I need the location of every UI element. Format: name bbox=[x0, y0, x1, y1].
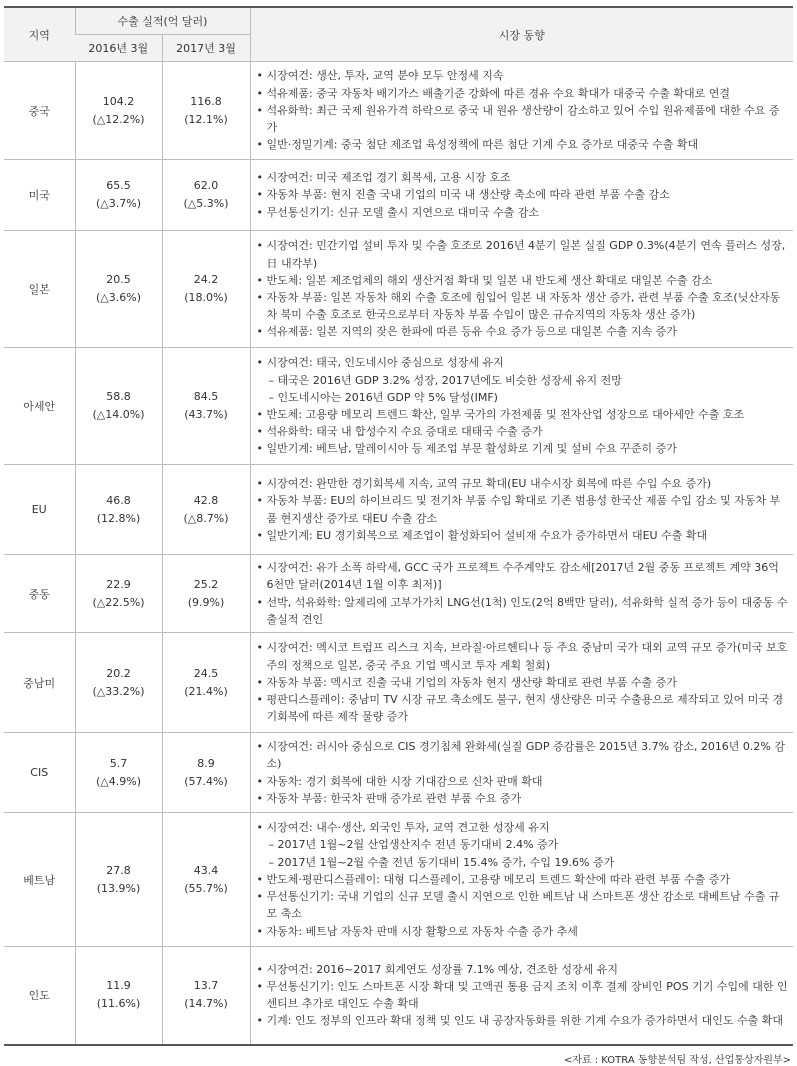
export-amount: 43.4 bbox=[193, 863, 219, 877]
export-value-2016 bbox=[75, 555, 162, 633]
region-cell: 베트남 bbox=[4, 813, 75, 947]
trend-item: • 시장여건: 태국, 인도네시아 중심으로 성장세 유지 bbox=[256, 356, 504, 370]
export-growth: (12.1%) bbox=[184, 112, 228, 126]
header-2016: 2016년 3월 bbox=[75, 35, 162, 62]
export-value-2017 bbox=[162, 62, 250, 160]
trend-item: • 석유화학: 태국 내 합성수지 수요 증대로 대태국 수출 증가 bbox=[256, 425, 543, 439]
export-value-2017 bbox=[162, 348, 250, 465]
table-header bbox=[4, 7, 793, 62]
export-amount: 46.8 bbox=[106, 493, 131, 507]
export-value-2016 bbox=[75, 160, 162, 231]
trend-item: • 시장여건: 미국 제조업 경기 회복세, 고용 시장 호조 bbox=[256, 171, 511, 185]
trend-item: • 석유제품: 중국 자동차 배기가스 배출기준 강화에 따른 경유 수요 확대가 대중국 수출 확대로 연결 bbox=[256, 86, 731, 100]
trend-item: • 시장여건: 생산, 투자, 교역 분야 모두 안정세 지속 bbox=[256, 69, 504, 83]
export-amount: 24.5 bbox=[193, 666, 219, 680]
export-growth: (55.7%) bbox=[184, 881, 228, 895]
export-value-2016 bbox=[75, 813, 162, 947]
trend-cell bbox=[250, 555, 793, 633]
export-value-2016 bbox=[75, 465, 162, 555]
trend-item: • 일반·정밀기계: 중국 첨단 제조업 육성정책에 따른 첨단 기계 수요 증가로 대중국 수출 확대 bbox=[256, 138, 699, 152]
trend-cell bbox=[250, 733, 793, 813]
table-row bbox=[4, 633, 793, 733]
region-cell: 미국 bbox=[4, 160, 75, 231]
export-value-2017 bbox=[162, 465, 250, 555]
export-growth: (21.4%) bbox=[184, 684, 228, 698]
export-growth: (43.7%) bbox=[184, 408, 228, 421]
export-growth: (△4.9%) bbox=[96, 774, 141, 788]
trend-item: • 자동차 부품: 일본 자동차 해외 수출 호조에 힘입어 일본 내 자동차 생산 증가, 관련 부품 수출 호조(닛산자동차 북미 수출 호조로 한국으로부터 자동차 부품 수입이 많은 규슈지역의 자동차 생산 증가) bbox=[256, 291, 781, 322]
trend-cell bbox=[250, 947, 793, 1045]
trend-cell bbox=[250, 348, 793, 465]
export-amount: 62.0 bbox=[193, 179, 219, 192]
export-value-2016 bbox=[75, 231, 162, 348]
trend-subitem: – 태국은 2016년 GDP 3.2% 성장, 2017년에도 비슷한 성장세 유지 전망 bbox=[268, 373, 622, 387]
export-growth: (△3.7%) bbox=[96, 197, 141, 210]
export-value-2017 bbox=[162, 947, 250, 1045]
export-amount: 58.8 bbox=[106, 390, 131, 403]
export-amount: 65.5 bbox=[106, 179, 131, 192]
trend-item: • 무선통신기기: 국내 기업의 신규 모델 출시 지연으로 인한 베트남 내 스마트폰 생산 감소로 대베트남 수출 규모 축소 bbox=[256, 890, 780, 921]
trend-item: • 시장여건: 내수·생산, 외국인 투자, 교역 견고한 성장세 유지 bbox=[256, 821, 550, 835]
export-value-2017 bbox=[162, 733, 250, 813]
trend-item: • 석유화학: 최근 국제 원유가격 하락으로 중국 내 원유 생산량이 감소하고 있어 수입 원유제품에 대한 수요 증가 bbox=[256, 103, 780, 135]
trend-item: • 선박, 석유화학: 알제리에 고부가가치 LNG선(1척) 인도(2억 8백만 달러), 석유화학 실적 증가 등이 대중동 수출실적 견인 bbox=[256, 595, 788, 626]
export-growth: (△14.0%) bbox=[92, 408, 145, 421]
trend-subitem: – 인도네시아는 2016년 GDP 약 5% 달성(IMF) bbox=[268, 390, 498, 404]
table-row bbox=[4, 62, 793, 160]
export-amount: 25.2 bbox=[193, 577, 219, 591]
trend-item: • 자동차 부품: 멕시코 진출 국내 기업의 자동차 현지 생산량 확대로 관련 부품 수출 증가 bbox=[256, 675, 677, 689]
trend-item: • 시장여건: 완만한 경기회복세 지속, 교역 규모 확대(EU 내수시장 회복에 따른 수입 수요 증가) bbox=[256, 477, 712, 491]
trend-cell bbox=[250, 633, 793, 733]
export-amount: 20.2 bbox=[106, 666, 131, 680]
export-value-2016 bbox=[75, 348, 162, 465]
export-growth: (△33.2%) bbox=[92, 684, 145, 698]
trend-item: • 자동차 부품: EU의 하이브리드 및 전기차 부품 수입 확대로 기존 범용성 한국산 제품 수입 감소 및 자동차 부품 현지생산 증가로 대EU 수출 감소 bbox=[256, 494, 781, 525]
trend-item: • 시장여건: 유가 소폭 하락세, GCC 국가 프로젝트 수주계약도 감소세[2017년 2월 중동 프로젝트 계약 36억 6천만 달러(2014년 1월 이후 최저)] bbox=[256, 561, 779, 592]
export-growth: (△8.7%) bbox=[183, 511, 229, 525]
export-amount: 104.2 bbox=[102, 94, 135, 108]
region-cell: 중남미 bbox=[4, 633, 75, 733]
region-cell: CIS bbox=[4, 733, 75, 813]
table-row bbox=[4, 947, 793, 1045]
export-value-2017 bbox=[162, 160, 250, 231]
region-cell: 아세안 bbox=[4, 348, 75, 465]
export-amount: 8.9 bbox=[197, 756, 215, 770]
trend-item: • 석유제품: 일본 지역의 잦은 한파에 따른 등유 수요 증가 등으로 대일본 수출 지속 증가 bbox=[256, 325, 677, 339]
trend-item: • 일반기계: EU 경기회복으로 제조업이 활성화되어 설비재 수요가 증가하면서 대EU 수출 확대 bbox=[256, 528, 708, 542]
trend-item: • 반도체: 일본 제조업체의 해외 생산거점 확대 및 일본 내 반도체 생산 확대로 대일본 수출 감소 bbox=[256, 273, 713, 287]
trend-item: • 반도체: 고용량 메모리 트렌드 확산, 일부 국가의 가전제품 및 전자산업 성장으로 대아세안 수출 호조 bbox=[256, 408, 745, 421]
export-growth: (△5.3%) bbox=[183, 197, 229, 210]
trend-item: • 자동차: 경기 회복에 대한 시장 기대감으로 신차 판매 확대 bbox=[256, 774, 543, 788]
export-amount: 116.8 bbox=[190, 94, 222, 108]
table-row bbox=[4, 733, 793, 813]
table-row bbox=[4, 813, 793, 947]
export-value-2017 bbox=[162, 813, 250, 947]
export-amount: 24.2 bbox=[193, 273, 219, 286]
trend-item: • 시장여건: 민간기업 설비 투자 및 수출 호조로 2016년 4분기 일본 실질 GDP 0.3%(4분기 연속 플러스 성장, 日 내각부) bbox=[256, 239, 786, 270]
export-value-2017 bbox=[162, 555, 250, 633]
export-amount: 42.8 bbox=[193, 493, 219, 507]
export-amount: 20.5 bbox=[106, 273, 131, 286]
header-trend: 시장 동향 bbox=[250, 7, 793, 62]
header-region: 지역 bbox=[4, 7, 75, 62]
table-row bbox=[4, 348, 793, 465]
trend-item: • 시장여건: 2016~2017 회계연도 성장률 7.1% 예상, 견조한 성장세 유지 bbox=[256, 962, 618, 976]
trend-item: • 시장여건: 멕시코 트럼프 리스크 지속, 브라질·아르헨티나 등 주요 중남미 국가 대외 교역 규모 증가(미국 보호주의 정책으로 일본, 중국 주요 기업 멕시코 투자 계획 철회) bbox=[256, 641, 788, 672]
table-body bbox=[4, 62, 793, 1045]
region-cell: EU bbox=[4, 465, 75, 555]
trend-cell bbox=[250, 231, 793, 348]
region-cell: 인도 bbox=[4, 947, 75, 1045]
export-value-2016 bbox=[75, 733, 162, 813]
export-value-2016 bbox=[75, 62, 162, 160]
trend-subitem: – 2017년 1월~2월 산업생산지수 전년 동기대비 2.4% 증가 bbox=[268, 838, 559, 852]
trend-cell bbox=[250, 465, 793, 555]
trend-item: • 무선통신기기: 신규 모델 출시 지연으로 대미국 수출 감소 bbox=[256, 205, 540, 219]
trend-item: • 일반기계: 베트남, 말레이시아 등 제조업 부문 활성화로 기계 및 설비 수요 꾸준히 증가 bbox=[256, 442, 677, 456]
export-growth: (12.8%) bbox=[96, 511, 141, 525]
export-growth: (9.9%) bbox=[187, 595, 225, 609]
header-2017: 2017년 3월 bbox=[162, 35, 250, 62]
region-cell: 중국 bbox=[4, 62, 75, 160]
export-growth: (57.4%) bbox=[184, 774, 228, 788]
trend-subitem: – 2017년 1월~2월 수출 전년 동기대비 15.4% 증가, 수입 19.6% 증가 bbox=[268, 855, 615, 869]
export-market-table bbox=[4, 6, 793, 1046]
export-amount: 84.5 bbox=[193, 390, 219, 403]
export-value-2017 bbox=[162, 231, 250, 348]
export-growth: (11.6%) bbox=[96, 997, 141, 1011]
export-growth: (△12.2%) bbox=[92, 112, 145, 126]
export-growth: (14.7%) bbox=[184, 997, 228, 1011]
trend-cell bbox=[250, 62, 793, 160]
table-row bbox=[4, 555, 793, 633]
export-value-2017 bbox=[162, 633, 250, 733]
trend-item: • 기계: 인도 정부의 인프라 확대 정책 및 인도 내 공장자동화를 위한 기계 수요가 증가하면서 대인도 수출 확대 bbox=[256, 1014, 784, 1028]
trend-item: • 자동차 부품: 현지 진출 국내 기업의 미국 내 생산량 축소에 따라 관련 부품 수출 감소 bbox=[256, 188, 670, 202]
export-growth: (△22.5%) bbox=[92, 595, 145, 609]
table-row bbox=[4, 465, 793, 555]
trend-item: • 시장여건: 러시아 중심으로 CIS 경기침체 완화세(실질 GDP 증감률은 2015년 3.7% 감소, 2016년 0.2% 감소) bbox=[256, 740, 786, 771]
table-row bbox=[4, 160, 793, 231]
table-row bbox=[4, 231, 793, 348]
export-value-2016 bbox=[75, 633, 162, 733]
trend-item: • 반도체·평판디스플레이: 대형 디스플레이, 고용량 메모리 트렌드 확산에 따라 관련 부품 수출 증가 bbox=[256, 872, 731, 886]
trend-item: • 자동차: 베트남 자동차 판매 시장 활황으로 자동차 수출 증가 추세 bbox=[256, 924, 578, 938]
region-cell: 중동 bbox=[4, 555, 75, 633]
trend-cell bbox=[250, 160, 793, 231]
export-growth: (△3.6%) bbox=[96, 291, 141, 304]
header-exports: 수출 실적(억 달러) bbox=[75, 7, 250, 35]
export-table-wrapper bbox=[4, 6, 793, 1066]
trend-item: • 자동차 부품: 한국차 판매 증가로 관련 부품 수요 증가 bbox=[256, 791, 522, 805]
region-cell: 일본 bbox=[4, 231, 75, 348]
export-amount: 13.7 bbox=[193, 979, 219, 993]
export-value-2016 bbox=[75, 947, 162, 1045]
source-note: <자료 : KOTRA 동향분석팀 작성, 산업통상자원부> bbox=[563, 1054, 791, 1066]
export-growth: (13.9%) bbox=[96, 881, 141, 895]
trend-cell bbox=[250, 813, 793, 947]
trend-item: • 평판디스플레이: 중남미 TV 시장 규모 축소에도 불구, 현지 생산량은 미국 수출용으로 제작되고 있어 미국 경기회복에 따른 제작 물량 증가 bbox=[256, 693, 784, 724]
trend-item: • 무선통신기기: 인도 스마트폰 시장 확대 및 고액권 통용 금지 조치 이후 결제 장비인 POS 기기 수입에 대한 인센티브 추가로 대인도 수출 확대 bbox=[256, 980, 788, 1011]
export-amount: 27.8 bbox=[106, 863, 131, 877]
export-amount: 11.9 bbox=[106, 979, 131, 993]
export-amount: 5.7 bbox=[109, 756, 128, 770]
export-amount: 22.9 bbox=[106, 577, 131, 591]
export-growth: (18.0%) bbox=[184, 291, 228, 304]
